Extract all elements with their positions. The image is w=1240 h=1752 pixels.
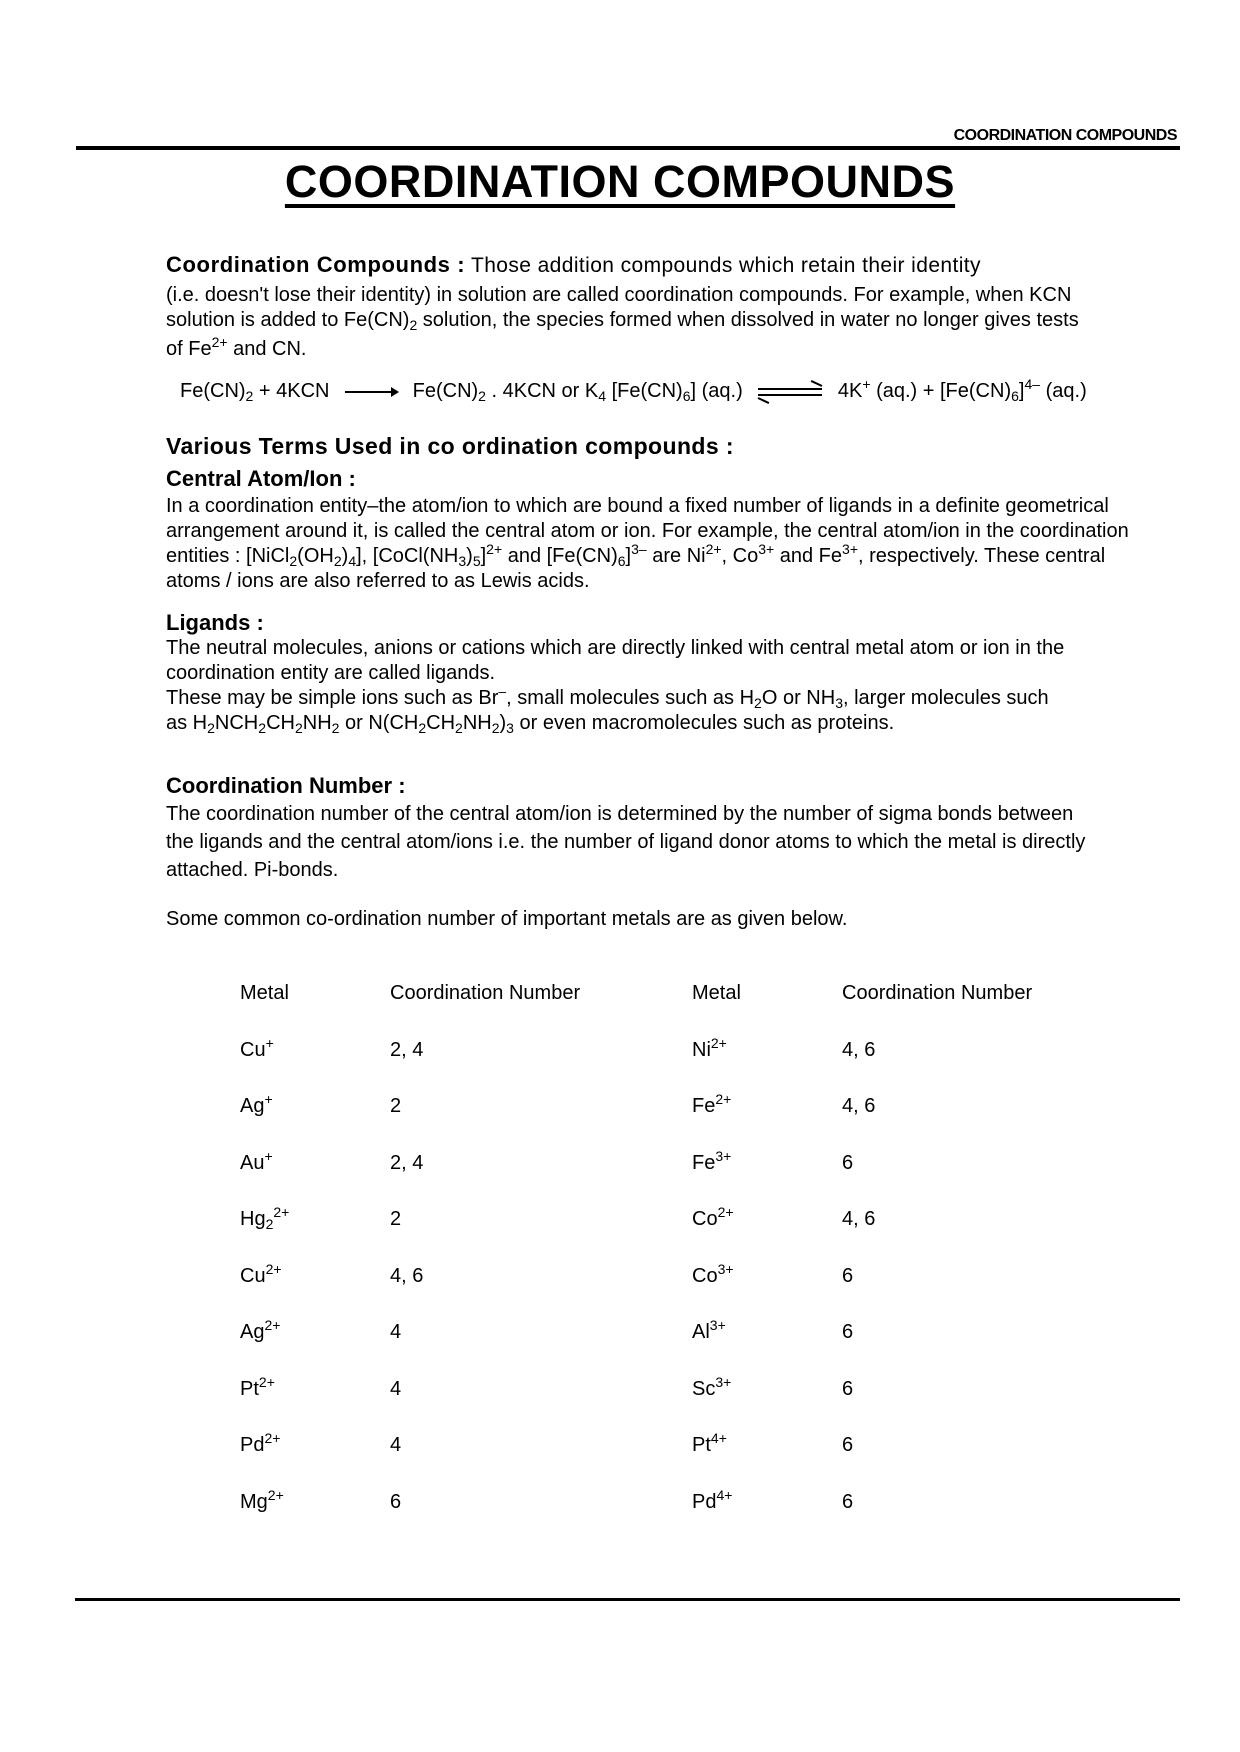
superscript: + [265, 1034, 274, 1051]
text: NCH [214, 712, 259, 734]
superscript: 3+ [758, 541, 775, 557]
superscript: + [862, 376, 871, 392]
text: (OH [297, 545, 334, 567]
superscript: 2+ [258, 1373, 275, 1390]
subscript: 2 [418, 720, 427, 736]
coordination-number-cell: 2, 4 [390, 1038, 424, 1061]
intro-line [166, 334, 1159, 362]
superscript: 2+ [273, 1204, 290, 1220]
text: . 4KCN or K [485, 380, 599, 402]
text: Fe [692, 1151, 716, 1174]
intro-section [166, 250, 1159, 362]
text: ) [466, 545, 473, 567]
metal-cell [692, 1486, 733, 1514]
superscript: – [498, 683, 507, 699]
metal-cell [240, 1147, 273, 1175]
coordination-number-cell: 6 [842, 1321, 854, 1343]
intro-body [166, 283, 1159, 362]
subscript: 6 [1011, 388, 1019, 404]
metal-cell [240, 1373, 275, 1401]
subscript: 2 [265, 1216, 274, 1232]
text: (aq.) + [Fe(CN) [870, 380, 1012, 402]
ligands-body [166, 636, 1159, 736]
body-line: In a coordination entity–the atom/ion to which are bound a fixed number of ligands in a definite geometrical [166, 495, 1109, 517]
superscript: 2+ [705, 541, 722, 557]
text: Au [240, 1151, 265, 1174]
text: and Fe [774, 545, 843, 567]
text: These may be simple ions such as Br [166, 687, 499, 709]
intro-line: (i.e. doesn't lose their identity) in solution are called coordination compounds. For example, when KCN [166, 284, 1072, 306]
subscript: 4 [598, 388, 607, 404]
superscript: + [264, 1091, 273, 1107]
page-title-text: COORDINATION COMPOUNDS [284, 156, 956, 207]
coordination-number-cell: 4, 6 [842, 1095, 876, 1117]
body-line [166, 711, 1159, 736]
table-body [240, 1034, 1100, 1548]
text: Cu [240, 1264, 266, 1287]
subscript: 2 [491, 720, 500, 736]
text: NH [462, 712, 492, 734]
column-header: Metal [240, 982, 289, 1004]
subscript: 3 [506, 720, 514, 736]
intro-lead-term: Coordination Compounds : [166, 252, 466, 277]
text: or N(CH [339, 712, 419, 734]
reaction-arrow-icon [345, 391, 397, 393]
text: as H [166, 712, 208, 734]
text: Pt [692, 1434, 711, 1456]
column-header: Coordination Number [842, 982, 1033, 1004]
metal-cell [240, 1091, 273, 1118]
text: solution is added to Fe(CN) [166, 309, 410, 331]
text: ] [1018, 380, 1025, 402]
text: Fe(CN) [180, 380, 246, 402]
text: Ag [240, 1095, 265, 1117]
body-line: coordination entity are called ligands. [166, 662, 496, 684]
subscript: 6 [682, 388, 691, 404]
text: ] [625, 545, 632, 567]
body-line: arrangement around it, is called the central atom or ion. For example, the central atom/ion in the coordination [166, 520, 1129, 542]
section-heading: Various Terms Used in co ordination compounds : [166, 433, 734, 459]
superscript: 3+ [842, 541, 858, 557]
metal-cell [692, 1091, 732, 1118]
text: Pd [692, 1490, 717, 1513]
table-row [240, 1147, 1100, 1209]
metal-cell [240, 1486, 284, 1514]
text: , respectively. These central [858, 545, 1106, 567]
coordination-number-cell: 4 [390, 1434, 402, 1456]
superscript: 2+ [264, 1430, 281, 1446]
subscript: 3 [458, 553, 467, 569]
footer-rule [75, 1598, 1180, 1601]
table-row [240, 1091, 1100, 1152]
text: and CN. [227, 338, 307, 360]
text: [Fe(CN) [606, 380, 683, 402]
table-row [240, 1204, 1100, 1265]
superscript: 3– [631, 541, 647, 557]
text: CH [266, 712, 295, 734]
body-line: attached. Pi-bonds. [166, 859, 339, 881]
text: + 4KCN [253, 380, 330, 402]
superscript: 2+ [717, 1204, 734, 1220]
text: Sc [692, 1377, 716, 1400]
central-atom-body [166, 494, 1159, 594]
table-header-row [240, 982, 1100, 1039]
coordination-number-cell: 6 [842, 1151, 854, 1174]
subscript: 2 [289, 553, 298, 569]
text: Hg [240, 1208, 266, 1230]
text: , larger molecules such [842, 687, 1049, 709]
coordination-number-cell: 4 [390, 1321, 402, 1343]
subsection-heading-coordination-number: Coordination Number : [166, 773, 406, 798]
subscript: 2 [245, 388, 254, 404]
superscript: 2+ [211, 334, 228, 350]
superscript: 2+ [264, 1317, 281, 1333]
text: Ni [692, 1038, 711, 1061]
metal-cell [692, 1147, 732, 1175]
superscript: 4+ [716, 1486, 733, 1503]
text: O or NH [761, 687, 836, 709]
text: Cu [240, 1038, 266, 1061]
text: Co [692, 1264, 718, 1287]
metal-cell [240, 1034, 274, 1062]
subscript: 2 [331, 720, 340, 736]
metal-cell [240, 1317, 281, 1344]
subscript: 5 [472, 553, 481, 569]
body-line: atoms / ions are also referred to as Lewis acids. [166, 570, 590, 592]
intro-first-line [166, 250, 1159, 281]
coordination-number-cell: 6 [842, 1264, 854, 1287]
table-row [240, 1486, 1100, 1548]
coordination-number-cell: 6 [842, 1377, 854, 1400]
metal-cell [692, 1373, 732, 1401]
text: ] (aq.) [690, 380, 743, 402]
subsection-heading-central-atom: Central Atom/Ion : [166, 466, 356, 491]
metal-cell [240, 1260, 282, 1288]
table-row [240, 1317, 1100, 1378]
table-row [240, 1260, 1100, 1322]
coordination-number-table [240, 982, 1100, 1547]
text: are Ni [646, 545, 706, 567]
body-line [166, 541, 1159, 569]
superscript: 4– [1024, 376, 1041, 392]
table-row [240, 1430, 1100, 1491]
text: Pt [240, 1377, 259, 1400]
body-line: The neutral molecules, anions or cations which are directly linked with central metal atom or ion in the [166, 637, 1065, 659]
superscript: 2+ [267, 1486, 284, 1503]
superscript: 2+ [715, 1091, 732, 1107]
superscript: 3+ [709, 1317, 726, 1333]
subscript: 3 [835, 695, 843, 711]
superscript: + [264, 1147, 273, 1164]
intro-lead-text: Those addition compounds which retain their identity [465, 254, 981, 277]
subscript: 6 [617, 553, 626, 569]
body-line [166, 683, 1159, 711]
ligands-section [166, 610, 1159, 736]
text: ) [341, 545, 349, 567]
text: Mg [240, 1490, 268, 1513]
text: (aq.) [1040, 380, 1087, 402]
coordination-number-cell: 6 [842, 1490, 854, 1513]
text: Pd [240, 1434, 265, 1456]
table-row [240, 1373, 1100, 1435]
text: Al [692, 1321, 710, 1343]
text: solution, the species formed when dissolved in water no longer gives tests [417, 309, 1079, 331]
subscript: 2 [455, 720, 463, 736]
superscript: 2+ [486, 541, 503, 557]
metal-cell [240, 1430, 281, 1457]
intro-line [166, 308, 1159, 333]
metal-cell [692, 1317, 726, 1344]
body-line: the ligands and the central atom/ions i.e. the number of ligand donor atoms to which the metal is directly [166, 831, 1086, 853]
header-rule [76, 146, 1180, 150]
subscript: 2 [409, 317, 418, 333]
coordination-number-cell: 6 [390, 1490, 402, 1513]
coordination-number-cell: 2, 4 [390, 1151, 424, 1174]
terms-section [166, 434, 1159, 594]
text: ) [499, 712, 507, 734]
text: Fe(CN) [412, 380, 479, 402]
metal-cell [692, 1430, 727, 1457]
body-line: The coordination number of the central atom/ion is determined by the number of sigma bonds between [166, 803, 1074, 825]
coordination-number-cell: 2 [390, 1208, 402, 1230]
text: 4K [837, 380, 863, 402]
subscript: 2 [754, 695, 762, 711]
text: , small molecules such as H [506, 687, 755, 709]
text: CH [426, 712, 456, 734]
text: ], [CoCl(NH [356, 545, 459, 567]
superscript: 4+ [710, 1430, 727, 1446]
subscript: 4 [348, 553, 357, 569]
text: NH [302, 712, 332, 734]
text: and [Fe(CN) [502, 545, 618, 567]
subscript: 2 [333, 553, 342, 569]
metal-cell [692, 1204, 734, 1231]
coordination-number-cell: 6 [842, 1434, 854, 1456]
text: of Fe [166, 338, 212, 360]
running-header: COORDINATION COMPOUNDS [953, 127, 1177, 144]
text: ] [480, 545, 487, 567]
subscript: 2 [207, 720, 215, 736]
superscript: 3+ [715, 1147, 732, 1164]
metal-cell [240, 1204, 290, 1232]
superscript: 2+ [710, 1034, 727, 1051]
subscript: 2 [258, 720, 267, 736]
column-header: Coordination Number [390, 982, 581, 1004]
metal-cell [692, 1034, 727, 1062]
text: or even macromolecules such as proteins. [513, 712, 895, 734]
superscript: 3+ [715, 1373, 732, 1390]
superscript: 3+ [717, 1260, 734, 1277]
reaction-equation [180, 376, 1087, 404]
text: Fe [692, 1095, 716, 1117]
subscript: 2 [294, 720, 303, 736]
superscript: 2+ [265, 1260, 282, 1277]
table-row [240, 1034, 1100, 1096]
text: Co [692, 1208, 718, 1230]
text: , Co [721, 545, 759, 567]
coordination-number-cell: 4, 6 [390, 1264, 424, 1287]
coordination-number-cell: 4, 6 [842, 1038, 876, 1061]
page-title [0, 156, 1240, 208]
metal-cell [692, 1260, 734, 1288]
coordination-number-cell: 2 [390, 1095, 402, 1117]
table-intro: Some common co-ordination number of important metals are as given below. [166, 908, 848, 930]
subsection-heading-ligands: Ligands : [166, 610, 264, 635]
subscript: 2 [478, 388, 486, 404]
column-header: Metal [692, 982, 741, 1004]
coordination-number-section [166, 772, 1159, 933]
coordination-number-body [166, 800, 1159, 884]
text: entities : [NiCl [166, 545, 290, 567]
text: Ag [240, 1321, 265, 1343]
coordination-number-cell: 4 [390, 1377, 402, 1400]
coordination-number-cell: 4, 6 [842, 1208, 876, 1230]
equilibrium-arrow-icon [758, 385, 822, 399]
